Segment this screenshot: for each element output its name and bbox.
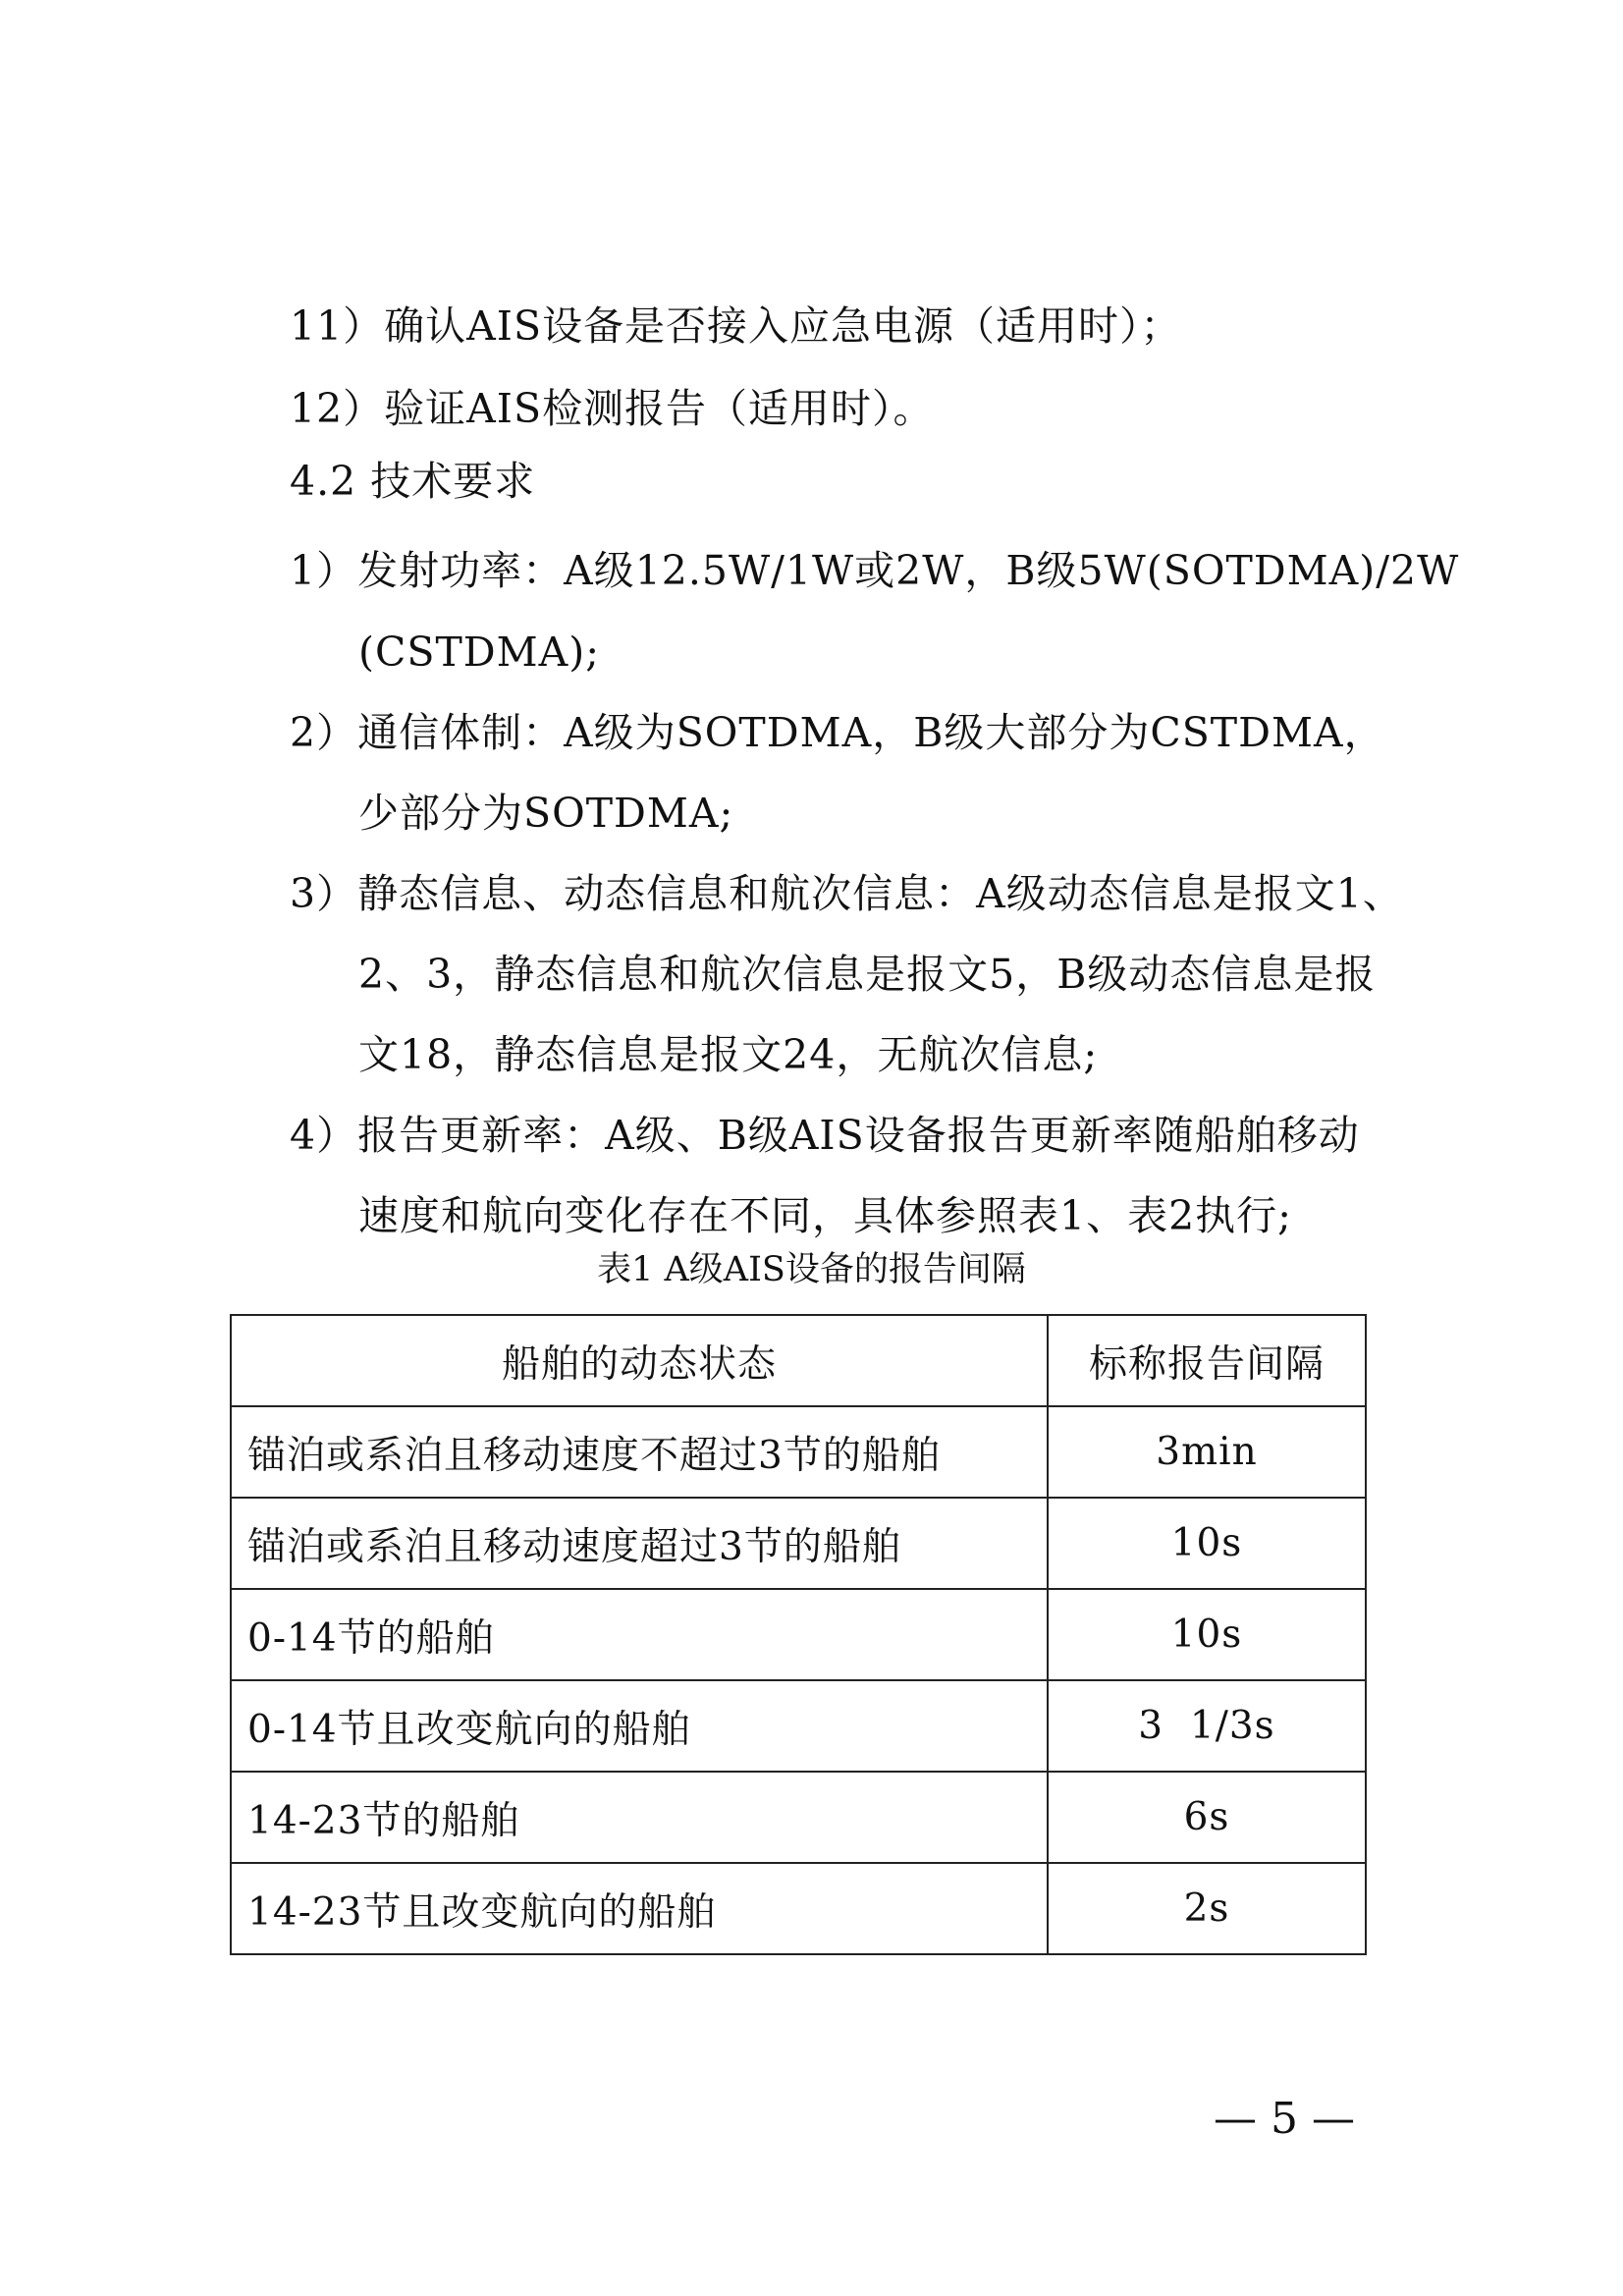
table-cell-status: 锚泊或系泊且移动速度超过3节的船舶	[231, 1498, 1048, 1589]
table-cell-status: 锚泊或系泊且移动速度不超过3节的船舶	[231, 1406, 1048, 1498]
table-caption: 表1 A级AIS设备的报告间隔	[597, 1250, 1026, 1289]
text-line: 1）发射功率：A级12.5W/1W或2W，B级5W(SOTDMA)/2W	[290, 547, 1460, 594]
table-cell-interval: 10s	[1048, 1498, 1366, 1589]
table-row	[231, 1406, 1366, 1498]
page-number: — 5 —	[1214, 2094, 1355, 2144]
text-line: 12）验证AIS检测报告（适用时）。	[290, 385, 935, 432]
table-row	[231, 1680, 1366, 1772]
text-line: (CSTDMA);	[358, 629, 601, 676]
section-heading: 4.2 技术要求	[290, 458, 536, 505]
table-row	[231, 1498, 1366, 1589]
table-cell-interval: 10s	[1048, 1589, 1366, 1680]
header-cell-interval: 标称报告间隔	[1048, 1315, 1366, 1406]
table-cell-status: 0-14节的船舶	[231, 1589, 1048, 1680]
table-header-row	[231, 1315, 1366, 1406]
table-cell-interval: 2s	[1048, 1863, 1366, 1954]
table-cell-interval: 3min	[1048, 1406, 1366, 1498]
text-line: 文18，静态信息是报文24，无航次信息;	[358, 1031, 1099, 1078]
table-cell-interval: 3 1/3s	[1048, 1680, 1366, 1772]
header-cell-status: 船舶的动态状态	[231, 1315, 1048, 1406]
table-cell-status: 14-23节且改变航向的船舶	[231, 1863, 1048, 1954]
text-line: 2、3，静态信息和航次信息是报文5，B级动态信息是报	[358, 951, 1377, 998]
table-row	[231, 1589, 1366, 1680]
text-line: 11）确认AIS设备是否接入应急电源（适用时）；	[290, 302, 1182, 350]
report-interval-table	[230, 1314, 1367, 1955]
text-line: 少部分为SOTDMA;	[358, 790, 734, 837]
table-cell-status: 14-23节的船舶	[231, 1772, 1048, 1863]
text-line: 2）通信体制：A级为SOTDMA，B级大部分为CSTDMA，	[290, 709, 1385, 756]
table-row	[231, 1772, 1366, 1863]
table-cell-status: 0-14节且改变航向的船舶	[231, 1680, 1048, 1772]
text-line: 速度和航向变化存在不同，具体参照表1、表2执行;	[358, 1192, 1292, 1239]
table-cell-interval: 6s	[1048, 1772, 1366, 1863]
text-line: 4）报告更新率：A级、B级AIS设备报告更新率随船舶移动	[290, 1112, 1360, 1159]
text-line: 3）静态信息、动态信息和航次信息：A级动态信息是报文1、	[290, 870, 1404, 917]
table-row	[231, 1863, 1366, 1954]
